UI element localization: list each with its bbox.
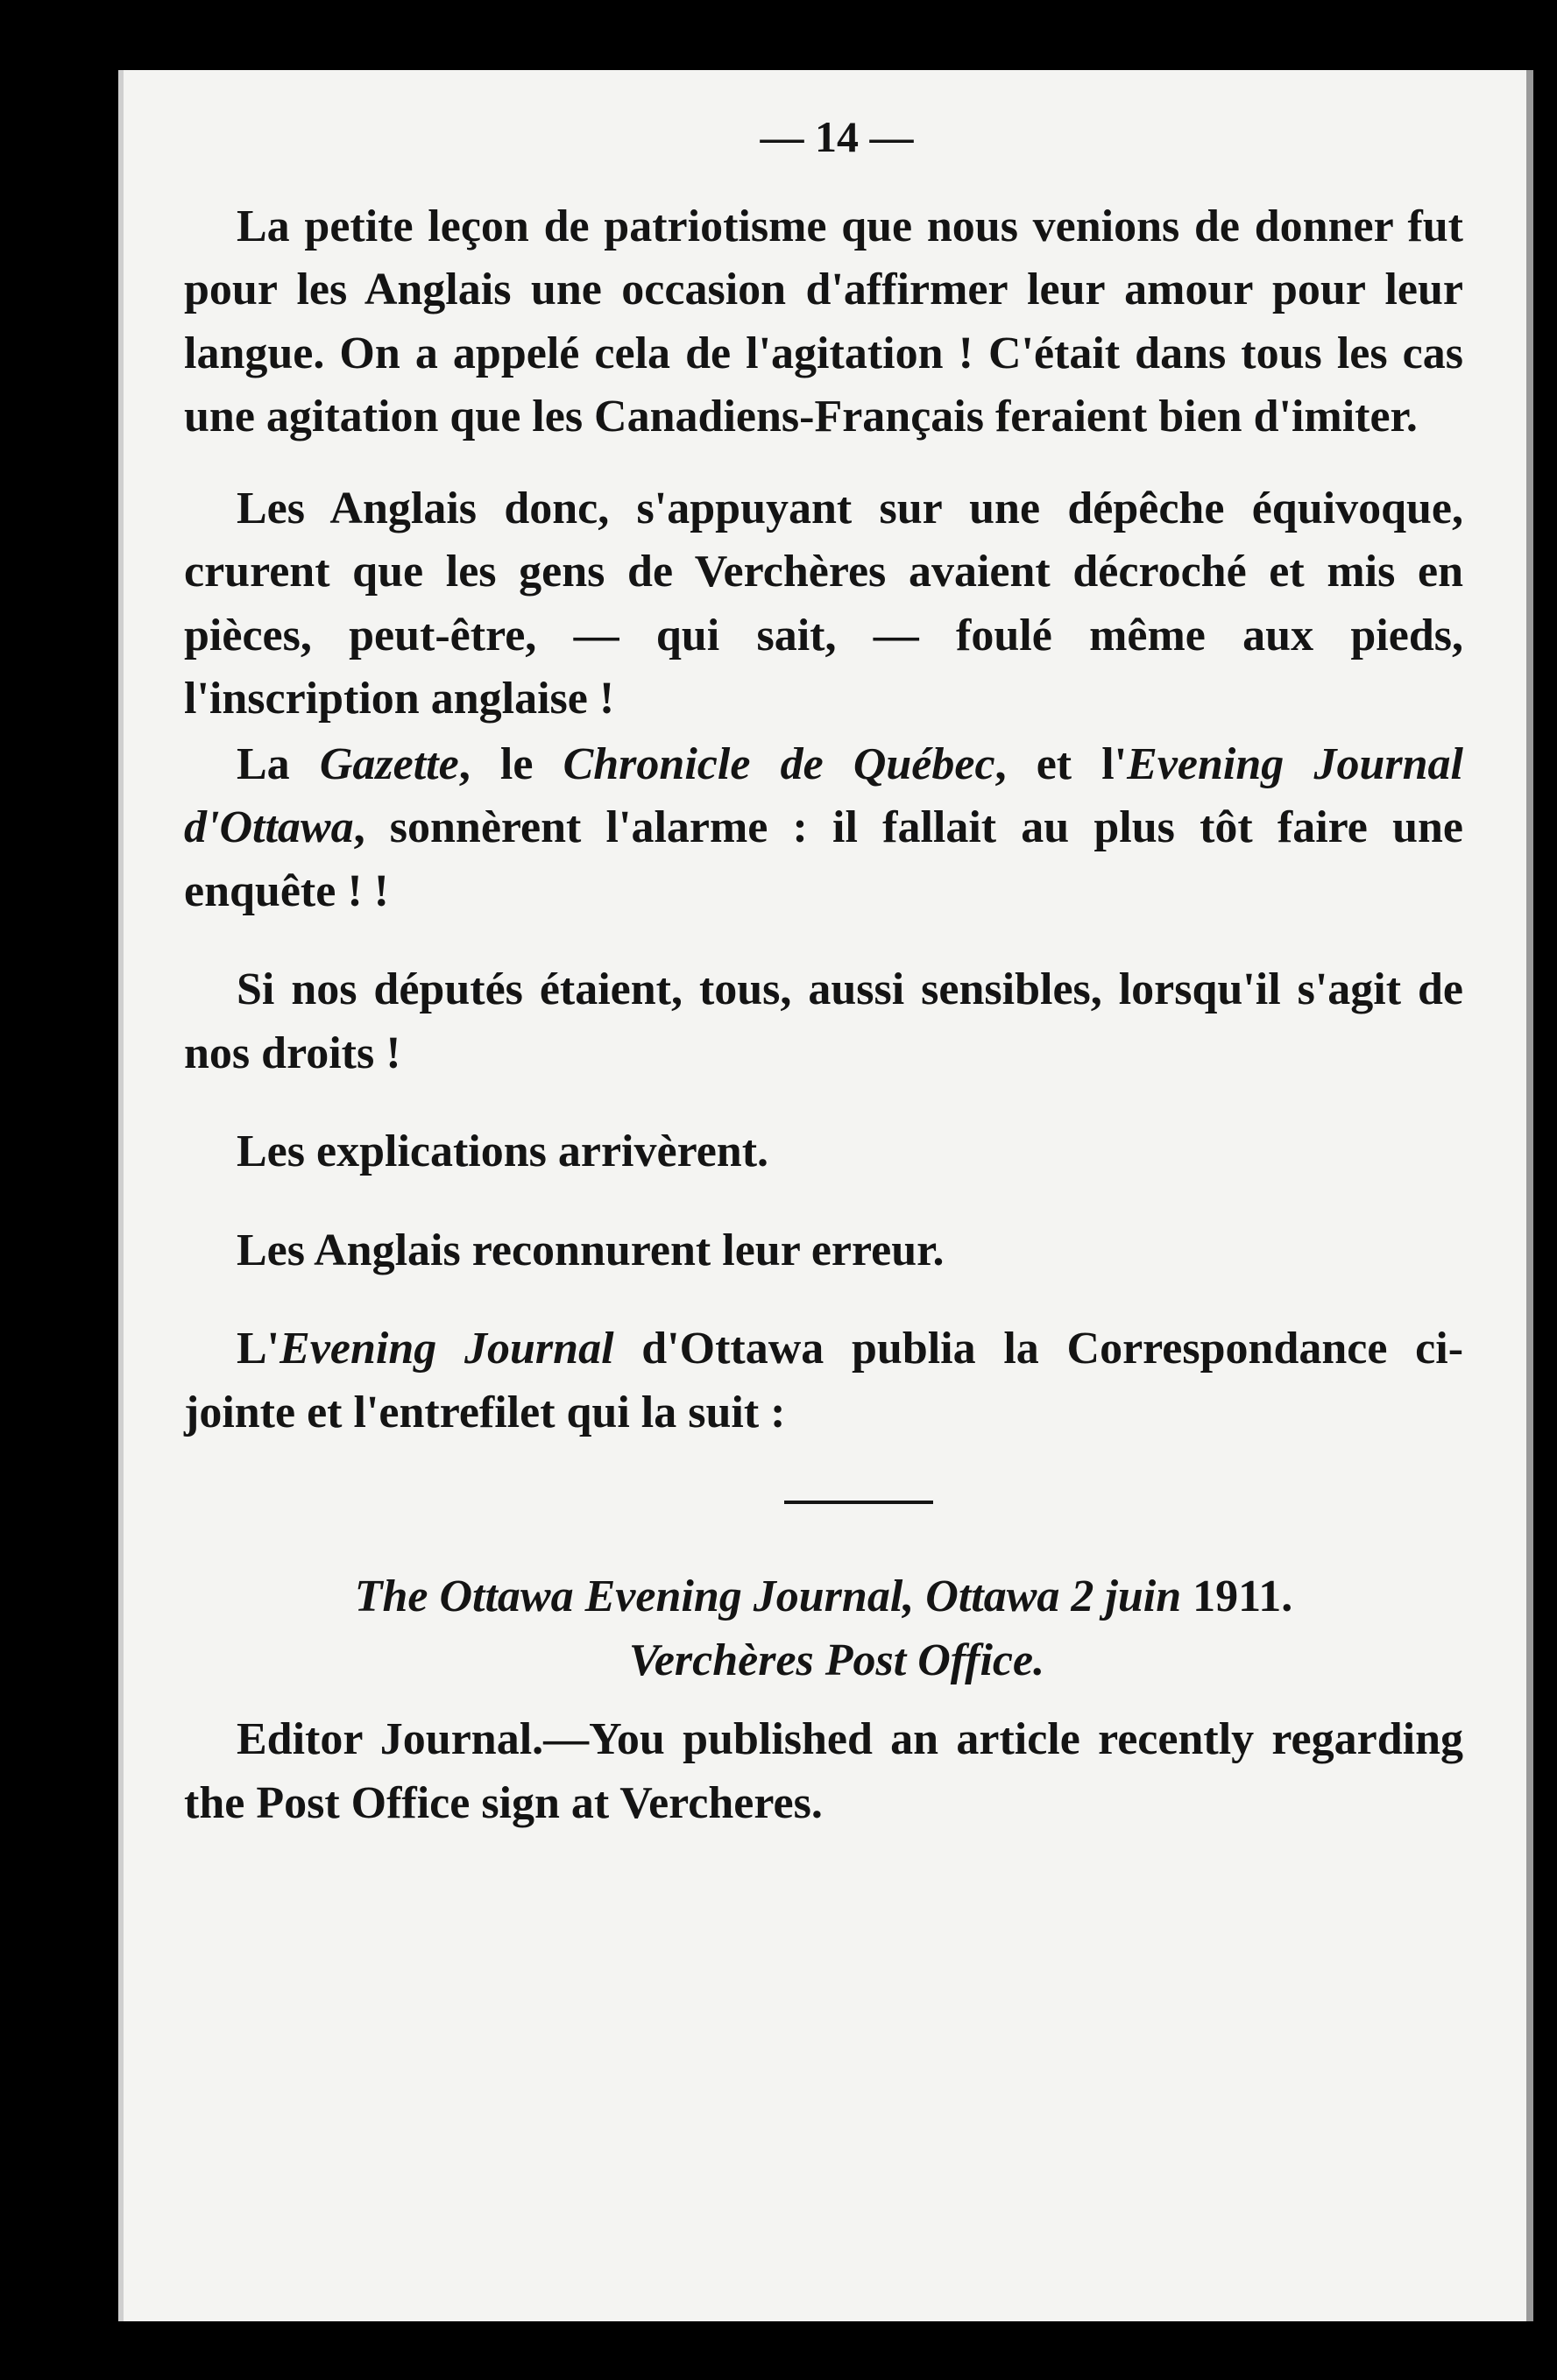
paragraph-7 xyxy=(184,1317,1463,1444)
letter-body: Editor Journal.—You published an article recently regarding the Post Office sign at Vercheres. xyxy=(184,1714,1463,1828)
letter-dateline-italic: The Ottawa Evening Journal, Ottawa 2 juin xyxy=(354,1571,1182,1621)
chronicle-title: Chronicle de Québec xyxy=(563,738,995,789)
paragraph-3 xyxy=(184,733,1463,924)
paragraph-7-lead: L' xyxy=(237,1324,280,1374)
page-text xyxy=(184,105,1463,1835)
paragraph-3-mid-1: , le xyxy=(458,738,563,789)
letter-subline: Verchères Post Office. xyxy=(628,1635,1045,1685)
paragraph-1: La petite leçon de patriotisme que nous venions de donner fut pour les Anglais une occasion d'affirmer leur amour pour leur langue. On a appelé cela de l'agitation ! C'était dans tous les cas une agitation que les Canadiens-Français feraient bien d'imiter. xyxy=(184,201,1463,441)
paragraph-5: Les explications arrivèrent. xyxy=(237,1126,769,1176)
letter-dateline xyxy=(184,1565,1463,1629)
paragraph-2: Les Anglais donc, s'appuyant sur une dépêche équivoque, crurent que les gens de Verchères avaient décroché et mis en pièces, peut-être, — qui sait, — foulé même aux pieds, l'inscription anglaise ! xyxy=(184,483,1463,724)
section-divider xyxy=(784,1501,933,1504)
paragraph-3-mid-2: , et l' xyxy=(994,738,1128,789)
paragraph-7-rest: d'Ottawa publia la Correspondance ci-jointe et l'entrefilet qui la suit : xyxy=(184,1324,1464,1437)
paragraph-3-rest: , sonnèrent l'alarme : il fallait au plus tôt faire une enquête ! ! xyxy=(184,802,1463,916)
page-number: — 14 — xyxy=(760,112,914,161)
journal-title: Evening Journal xyxy=(280,1324,614,1374)
evening-journal-title: Evening Journal d'Ottawa xyxy=(184,738,1463,852)
gazette-title: Gazette xyxy=(319,738,459,789)
paragraph-4: Si nos députés étaient, tous, aussi sensibles, lorsqu'il s'agit de nos droits ! xyxy=(184,964,1463,1078)
paragraph-6: Les Anglais reconnurent leur erreur. xyxy=(237,1225,945,1275)
paragraph-3-lead: La xyxy=(237,738,320,789)
letter-dateline-year: 1911. xyxy=(1181,1571,1293,1621)
